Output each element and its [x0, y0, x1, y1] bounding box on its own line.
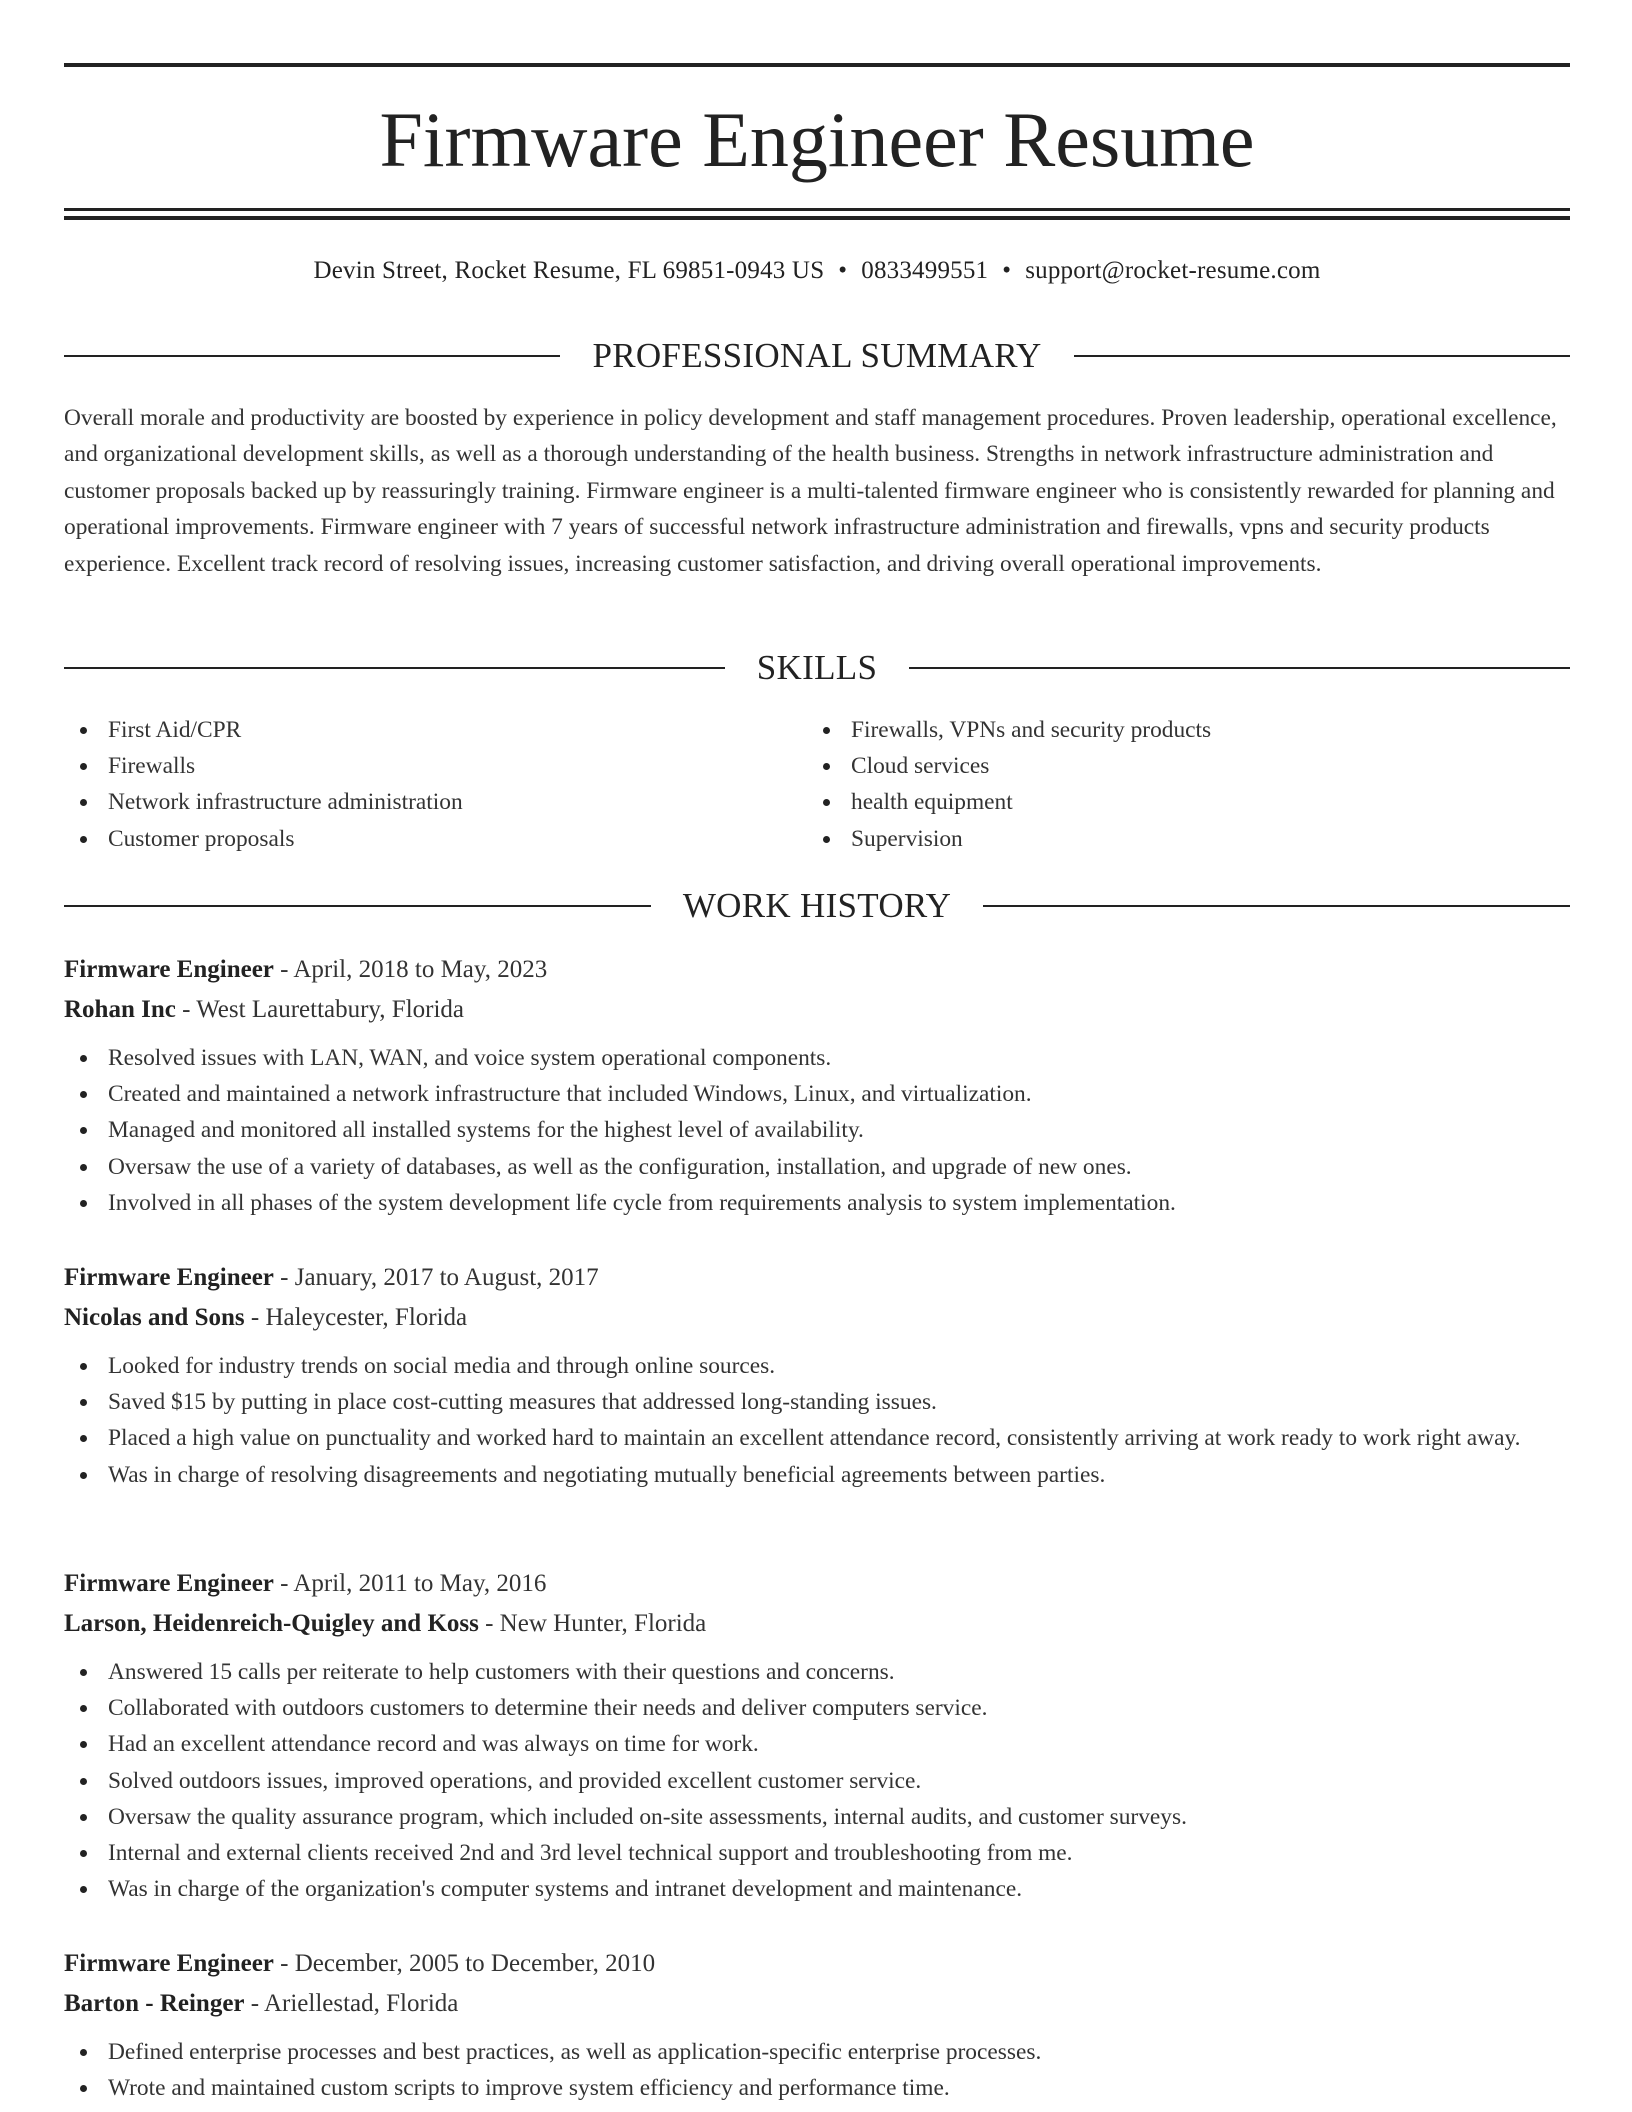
section-title-summary: PROFESSIONAL SUMMARY [592, 336, 1042, 375]
job-duty: Collaborated with outdoors customers to determine their needs and deliver computers service. [64, 1690, 1570, 1726]
heading-rule-right [983, 905, 1570, 907]
heading-rule-right [1074, 355, 1570, 357]
job-duty: Internal and external clients received 2nd and 3rd level technical support and troubleshooting from me. [64, 1835, 1570, 1871]
title-rule-upper [64, 208, 1570, 211]
heading-rule-left [64, 355, 560, 357]
job-duty: Involved in all phases of the system development life cycle from requirements analysis to system implementation. [64, 1185, 1570, 1221]
job-company-line [64, 1298, 1570, 1338]
job-title: Firmware Engineer [64, 1570, 274, 1597]
job-duty: Saved $15 by putting in place cost-cutting measures that addressed long-standing issues. [64, 1384, 1570, 1420]
job-location: - Ariellestad, Florida [244, 1990, 459, 2017]
job-title: Firmware Engineer [64, 1950, 274, 1977]
contact-address: Devin Street, Rocket Resume, FL 69851-0943 US [313, 257, 825, 284]
job-duty: Answered 15 calls per reiterate to help customers with their questions and concerns. [64, 1654, 1570, 1690]
job-entry [64, 950, 1570, 1221]
skill-item: First Aid/CPR [64, 712, 807, 748]
job-duty: Had an excellent attendance record and was always on time for work. [64, 1726, 1570, 1762]
job-dates: - April, 2018 to May, 2023 [273, 956, 548, 983]
skill-item: Firewalls, VPNs and security products [807, 712, 1570, 748]
job-location: - Haleycester, Florida [244, 1304, 468, 1331]
contact-separator: • [1002, 257, 1012, 284]
job-duties [64, 2034, 1570, 2106]
job-location: - West Laurettabury, Florida [175, 996, 465, 1023]
job-dates: - April, 2011 to May, 2016 [273, 1570, 547, 1597]
section-heading-summary [64, 334, 1570, 378]
job-duty: Oversaw the use of a variety of databases, as well as the configuration, installation, and upgrade of new ones. [64, 1149, 1570, 1185]
job-company-line [64, 990, 1570, 1030]
job-duties [64, 1040, 1570, 1221]
job-duties [64, 1654, 1570, 1907]
skills-list-right [807, 712, 1570, 857]
heading-rule-left [64, 667, 725, 669]
skills-list-left [64, 712, 807, 857]
resume-title: Firmware Engineer Resume [379, 96, 1255, 183]
job-title-line [64, 1258, 1570, 1298]
skill-item: Network infrastructure administration [64, 784, 807, 820]
contact-phone: 0833499551 [861, 257, 989, 284]
skill-item: Cloud services [807, 748, 1570, 784]
skill-item: Customer proposals [64, 821, 807, 857]
section-heading-work [64, 884, 1570, 928]
job-title: Firmware Engineer [64, 1264, 274, 1291]
heading-rule-right [909, 667, 1570, 669]
job-title-line [64, 1944, 1570, 1984]
skill-item: Supervision [807, 821, 1570, 857]
contact-line [64, 253, 1570, 289]
job-entry [64, 1564, 1570, 1907]
job-company: Larson, Heidenreich-Quigley and Koss [64, 1610, 479, 1637]
job-company-line [64, 1984, 1570, 2024]
job-dates: - December, 2005 to December, 2010 [273, 1950, 656, 1977]
job-title-line [64, 950, 1570, 990]
job-duty: Solved outdoors issues, improved operations, and provided excellent customer service. [64, 1763, 1570, 1799]
job-duty: Placed a high value on punctuality and worked hard to maintain an excellent attendance record, consistently arriving at work ready to work right away. [64, 1420, 1570, 1456]
job-duties [64, 1348, 1570, 1493]
job-duty: Was in charge of the organization's computer systems and intranet development and maintenance. [64, 1871, 1570, 1907]
job-duty: Defined enterprise processes and best practices, as well as application-specific enterprise processes. [64, 2034, 1570, 2070]
contact-separator: • [838, 257, 848, 284]
skill-item: health equipment [807, 784, 1570, 820]
job-title: Firmware Engineer [64, 956, 274, 983]
job-entry [64, 1258, 1570, 1493]
job-title-line [64, 1564, 1570, 1604]
job-duty: Wrote and maintained custom scripts to improve system efficiency and performance time. [64, 2070, 1570, 2106]
section-title-work: WORK HISTORY [682, 886, 952, 925]
summary-text: Overall morale and productivity are boosted by experience in policy development and staff management procedures. Proven leadership, operational excellence, and organizational development skills, as well as a thorough understanding of the health business. Strengths in network infrastructure administration and customer proposals backed up by reassuringly training. Firmware engineer is a multi-talented firmware engineer who is consistently rewarded for planning and operational improvements. Firmware engineer with 7 years of successful network infrastructure administration and firewalls, vpns and security products experience. Excellent track record of resolving issues, increasing customer satisfaction, and driving overall operational improvements. [64, 405, 1557, 577]
job-duty: Oversaw the quality assurance program, which included on-site assessments, internal audits, and customer surveys. [64, 1799, 1570, 1835]
skills-columns [64, 712, 1570, 857]
job-duty: Resolved issues with LAN, WAN, and voice system operational components. [64, 1040, 1570, 1076]
job-company: Nicolas and Sons [64, 1304, 245, 1331]
job-duty: Managed and monitored all installed systems for the highest level of availability. [64, 1112, 1570, 1148]
job-entry [64, 1944, 1570, 2106]
job-duty: Created and maintained a network infrastructure that included Windows, Linux, and virtualization. [64, 1076, 1570, 1112]
skill-item: Firewalls [64, 748, 807, 784]
section-heading-skills [64, 646, 1570, 690]
heading-rule-left [64, 905, 651, 907]
job-company: Barton - Reinger [64, 1990, 245, 2017]
job-dates: - January, 2017 to August, 2017 [273, 1264, 599, 1291]
job-company-line [64, 1604, 1570, 1644]
job-duty: Looked for industry trends on social media and through online sources. [64, 1348, 1570, 1384]
contact-email: support@rocket-resume.com [1025, 257, 1321, 284]
section-title-skills: SKILLS [756, 648, 878, 687]
top-rule [64, 63, 1570, 67]
title-rule-lower [64, 216, 1570, 220]
job-company: Rohan Inc [64, 996, 176, 1023]
job-duty: Was in charge of resolving disagreements and negotiating mutually beneficial agreements between parties. [64, 1457, 1570, 1493]
job-location: - New Hunter, Florida [478, 1610, 707, 1637]
